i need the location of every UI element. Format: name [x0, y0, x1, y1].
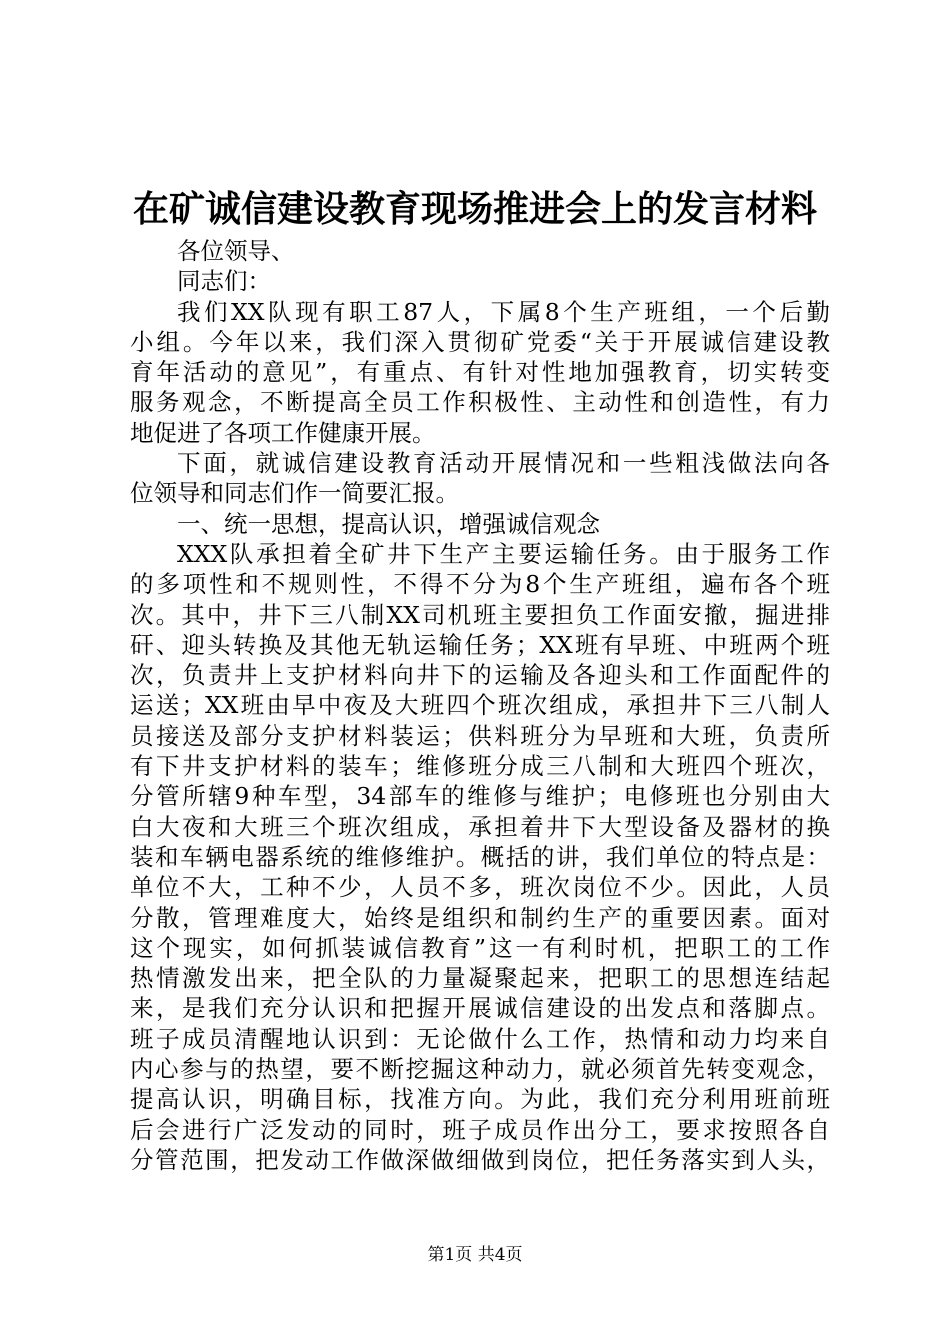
text-line: 内心参与的热望，要不断挖掘这种动力，就必须首先转变观念，: [130, 1055, 830, 1084]
text-line: 白大夜和大班三个班次组成，承担着井下大型设备及器材的换: [130, 812, 830, 841]
text-line: 各位领导、: [177, 237, 295, 265]
text-line: 地促进了各项工作健康开展。: [130, 418, 436, 447]
text-line: 来，是我们充分认识和把握开展诚信建设的出发点和落脚点。: [130, 994, 830, 1023]
text-line: 次。其中，井下三八制XX司机班主要担负工作面安撤，掘进排: [130, 600, 830, 629]
text-line: 分散，管理难度大，始终是组织和制约生产的重要因素。面对: [130, 903, 830, 932]
text-line: 下面，就诚信建设教育活动开展情况和一些粗浅做法向各: [177, 449, 830, 478]
text-line: 服务观念，不断提高全员工作积极性、主动性和创造性，有力: [130, 388, 830, 417]
text-line: 运送；XX班由早中夜及大班四个班次组成，承担井下三八制人: [130, 691, 830, 720]
page-footer: 第1页 共4页: [427, 1245, 523, 1265]
text-line: 装和车辆电器系统的维修维护。概括的讲，我们单位的特点是：: [130, 842, 830, 871]
text-line: 的多项性和不规则性，不得不分为8个生产班组，遍布各个班: [130, 570, 830, 599]
text-line: 次，负责井上支护材料向井下的运输及各迎头和工作面配件的: [130, 661, 830, 690]
text-line: 同志们：: [177, 267, 271, 296]
text-line: 小组。今年以来，我们深入贯彻矿党委“关于开展诚信建设教: [130, 327, 830, 356]
text-line: 育年活动的意见”，有重点、有针对性地加强教育，切实转变: [130, 358, 830, 387]
text-line: 单位不大，工种不少，人员不多，班次岗位不少。因此，人员: [130, 873, 830, 902]
text-line: 员接送及部分支护材料装运；供料班分为早班和大班，负责所: [130, 721, 830, 750]
page-title: 在矿诚信建设教育现场推进会上的发言材料: [132, 188, 817, 230]
text-line: 后会进行广泛发动的同时，班子成员作出分工，要求按照各自: [130, 1115, 830, 1144]
text-line: 我们XX队现有职工87人，下属8个生产班组，一个后勤: [177, 297, 830, 326]
text-line: 热情激发出来，把全队的力量凝聚起来，把职工的思想连结起: [130, 964, 830, 993]
text-line: 位领导和同志们作一简要汇报。: [130, 479, 459, 508]
text-line: 一、统一思想，提高认识，增强诚信观念: [177, 509, 600, 538]
text-line: XXX队承担着全矿井下生产主要运输任务。由于服务工作: [177, 539, 830, 568]
text-line: 有下井支护材料的装车；维修班分成三八制和大班四个班次，: [130, 752, 830, 781]
text-line: 分管范围，把发动工作做深做细做到岗位，把任务落实到人头，: [130, 1145, 830, 1174]
text-line: 班子成员清醒地认识到：无论做什么工作，热情和动力均来自: [130, 1024, 830, 1053]
document-body: [130, 236, 830, 1175]
text-line: 提高认识，明确目标，找准方向。为此，我们充分利用班前班: [130, 1085, 830, 1114]
text-line: 分管所辖9种车型，34部车的维修与维护；电修班也分别由大: [130, 782, 830, 811]
text-line: 这个现实，如何抓装诚信教育”这一有利时机，把职工的工作: [130, 933, 830, 962]
text-line: 矸、迎头转换及其他无轨运输任务；XX班有早班、中班两个班: [130, 630, 830, 659]
